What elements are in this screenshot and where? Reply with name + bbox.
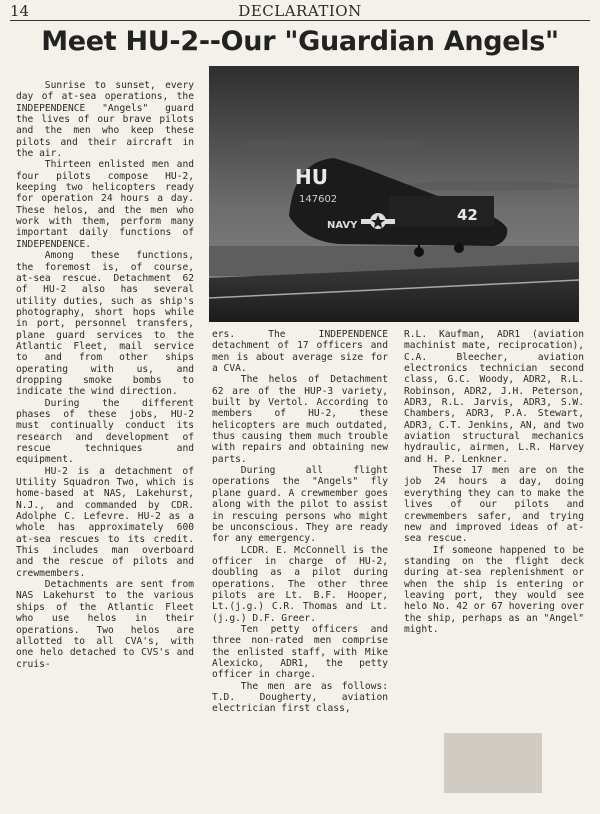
- paragraph: During all flight operations the "Angels" fly plane guard. A crewmember goes along with the pilot to assist in rescuing persons who might be unconscious. They are ready for any emergency.: [212, 465, 388, 545]
- paragraph: If someone happened to be standing on the flight deck during at-sea replenishment or when the ship is entering or leaving port, they would see helo No. 42 or 67 hovering over the ship, perhaps as an "Angel" might.: [404, 544, 584, 635]
- paragraph: Ten petty officers and three non-rated men comprise the enlisted staff, with Mike Alexicko, ADR1, the petty officer in charge.: [212, 623, 388, 681]
- faded-stamp: [444, 733, 542, 793]
- running-head: DECLARATION: [238, 2, 362, 20]
- paragraph: These 17 men are on the job 24 hours a day, doing everything they can to make the lives of our pilots and crewmembers safer, and trying new and improved ideas of at-sea rescue.: [404, 465, 584, 545]
- paragraph: Sunrise to sunset, every day of at-sea operations, the INDEPENDENCE "Angels" guard the lives of our brave pilots and the men who keep these pilots and their aircraft in the air.: [16, 80, 194, 160]
- paragraph: ers. The INDEPENDENCE detachment of 17 officers and men is about average size for a CVA.: [212, 329, 388, 375]
- helicopter-photo: [209, 66, 579, 322]
- headline: Meet HU-2--Our "Guardian Angels": [41, 26, 559, 57]
- paragraph: During the different phases of these jobs, HU-2 must continually conduct its research and development of rescue techniques and equipment.: [16, 397, 194, 466]
- article-column-1: [16, 80, 194, 798]
- paragraph: HU-2 is a detachment of Utility Squadron Two, which is home-based at NAS, Lakehurst, N.J., and commanded by CDR. Adolphe C. Lefevre. HU-2 as a whole has approximately 600 at-sea rescues to its credit. This includes man overboard and the rescue of pilots and crewmembers.: [16, 465, 194, 579]
- paragraph: Detachments are sent from NAS Lakehurst to the various ships of the Atlantic Fleet who use helos in their operations. Two helos are allotted to all CVA's, with one helo detached to CVS's and cruis-: [16, 579, 194, 670]
- page-header: [10, 2, 590, 21]
- page-number: 14: [10, 2, 30, 20]
- side-number: 42: [457, 206, 478, 224]
- article-column-2: [212, 329, 388, 799]
- fuselage-navy-text: NAVY: [327, 220, 358, 231]
- paragraph: R.L. Kaufman, ADR1 (aviation machinist mate, reciprocation), C.A. Bleecher, aviation electronics technician second class, G.C. Woody, ADR2, R.L. Robinson, ADR2, J.H. Peterson, ADR3, R.L. Jarvis, ADR3, S.W. Chambers, ADR3, P.A. Stewart, ADR3, C.T. Jenkins, AN, and two aviation structural mechanics hydraulic, airmen, L.R. Harvey and H. P. Lenkner.: [404, 329, 584, 465]
- paragraph: Thirteen enlisted men and four pilots compose HU-2, keeping two helicopters ready for operation 24 hours a day. These helos, and the men who work with them, perform many important daily functions of INDEPENDENCE.: [16, 159, 194, 250]
- paragraph: LCDR. E. McConnell is the officer in charge of HU-2, doubling as a pilot during operations. The other three pilots are Lt. B.F. Hooper, Lt.(j.g.) C.R. Thomas and Lt.(j.g.) D.F. Greer.: [212, 544, 388, 624]
- article-column-3: [404, 329, 584, 729]
- tail-number: 147602: [299, 194, 338, 205]
- paragraph: The helos of Detachment 62 are of the HUP-3 variety, built by Vertol. According to members of HU-2, these helicopters are much outdated, thus causing them much trouble with repairs and obtaining new parts.: [212, 374, 388, 465]
- paragraph: The men are as follows: T.D. Dougherty, aviation electrician first class,: [212, 680, 388, 715]
- paragraph: Among these functions, the foremost is, of course, at-sea rescue. Detachment 62 of HU-2 also has several utility duties, such as ship's photography, short hops while in port, personnel transfers, plane guard services to the Atlantic Fleet, mail service to and from other ships operating with us, and dropping smoke bombs to indicate the wind direction.: [16, 250, 194, 398]
- tail-letters: HU: [295, 165, 328, 189]
